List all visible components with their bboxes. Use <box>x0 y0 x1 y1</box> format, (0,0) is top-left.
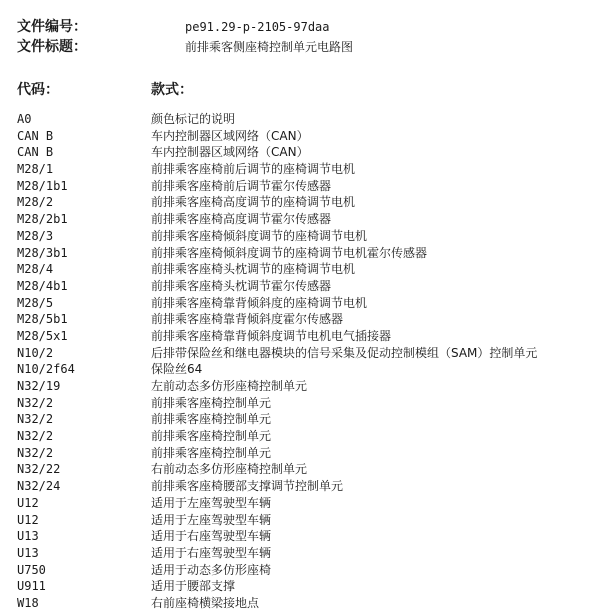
list-item <box>17 578 597 595</box>
item-description: 适用于动态多仿形座椅 <box>151 562 272 577</box>
item-code: M28/2 <box>17 195 54 210</box>
list-item <box>17 194 597 211</box>
item-description: 车内控制器区域网络（CAN） <box>151 128 309 143</box>
item-description: 后排带保险丝和继电器模块的信号采集及促动控制模组（SAM）控制单元 <box>151 345 538 360</box>
item-code: U750 <box>17 562 46 577</box>
item-code: CAN B <box>17 145 54 160</box>
description-column-header: 款式： <box>151 82 193 98</box>
item-code: N32/19 <box>17 379 61 393</box>
list-item <box>17 395 597 412</box>
doc-number-label: 文件编号： <box>17 19 87 35</box>
item-code: U13 <box>17 545 39 560</box>
item-code: N32/2 <box>17 429 54 444</box>
list-item <box>17 478 597 495</box>
item-code: N32/2 <box>17 412 54 427</box>
code-column-header: 代码： <box>17 82 59 98</box>
list-item <box>17 528 597 545</box>
item-code: N32/22 <box>17 462 61 477</box>
list-item <box>17 245 597 262</box>
list-item <box>17 345 597 362</box>
doc-title-value: 前排乘客侧座椅控制单元电路图 <box>185 40 354 54</box>
item-description: 前排乘客座椅前后调节霍尔传感器 <box>151 178 332 193</box>
item-description: 适用于左座驾驶型车辆 <box>151 495 272 510</box>
list-item <box>17 512 597 529</box>
item-code: M28/3b1 <box>17 245 68 260</box>
item-code: N32/2 <box>17 395 54 410</box>
list-item <box>17 562 597 579</box>
item-description: 适用于右座驾驶型车辆 <box>151 529 272 544</box>
item-code: M28/5 <box>17 295 54 310</box>
list-item <box>17 495 597 512</box>
item-description: 前排乘客座椅腰部支撑调节控制单元 <box>151 479 344 494</box>
list-item <box>17 144 597 161</box>
list-item <box>17 328 597 345</box>
item-code: U12 <box>17 512 39 527</box>
list-item <box>17 311 597 328</box>
item-code: N32/24 <box>17 479 61 494</box>
item-description: 左前动态多仿形座椅控制单元 <box>151 379 308 393</box>
item-code: M28/4b1 <box>17 278 68 293</box>
item-description: 前排乘客座椅靠背倾斜度霍尔传感器 <box>151 312 344 327</box>
item-description: 前排乘客座椅靠背倾斜度的座椅调节电机 <box>151 295 368 310</box>
list-item <box>17 128 597 145</box>
item-code: M28/5b1 <box>17 312 68 327</box>
item-description: 保险丝64 <box>151 362 203 377</box>
item-description: 车内控制器区域网络（CAN） <box>151 145 309 160</box>
item-code: U12 <box>17 495 39 510</box>
item-code: U911 <box>17 579 46 594</box>
item-description: 适用于右座驾驶型车辆 <box>151 545 272 560</box>
item-description: 前排乘客座椅控制单元 <box>151 445 272 460</box>
list-item <box>17 211 597 228</box>
item-description: 前排乘客座椅控制单元 <box>151 429 272 444</box>
list-item <box>17 428 597 445</box>
list-item <box>17 161 597 178</box>
item-code: M28/3 <box>17 228 54 243</box>
item-code: M28/4 <box>17 262 54 277</box>
item-code: M28/5x1 <box>17 328 68 343</box>
list-item <box>17 278 597 295</box>
list-item <box>17 178 597 195</box>
list-item <box>17 461 597 478</box>
list-item <box>17 411 597 428</box>
doc-title-label: 文件标题： <box>17 39 87 55</box>
item-code: M28/1b1 <box>17 178 68 193</box>
item-description: 右前动态多仿形座椅控制单元 <box>151 462 308 477</box>
list-item <box>17 295 597 312</box>
list-item <box>17 228 597 245</box>
item-code: N10/2f64 <box>17 362 75 377</box>
item-code: W18 <box>17 595 39 610</box>
column-headers <box>17 80 193 100</box>
doc-number-value: pe91.29-p-2105-97daa <box>185 20 330 34</box>
list-item <box>17 378 597 395</box>
item-description: 颜色标记的说明 <box>151 112 236 126</box>
item-code: CAN B <box>17 128 54 143</box>
item-description: 前排乘客座椅头枕调节霍尔传感器 <box>151 278 332 293</box>
legend-list <box>17 111 597 612</box>
list-item <box>17 545 597 562</box>
item-description: 前排乘客座椅倾斜度调节的座椅调节电机霍尔传感器 <box>151 245 428 260</box>
doc-title-row <box>17 37 353 57</box>
item-description: 适用于腰部支撑 <box>151 579 236 594</box>
item-description: 前排乘客座椅控制单元 <box>151 412 272 427</box>
item-description: 前排乘客座椅前后调节的座椅调节电机 <box>151 162 356 177</box>
item-description: 右前座椅横梁接地点 <box>151 595 260 610</box>
list-item <box>17 445 597 462</box>
item-code: M28/1 <box>17 162 54 177</box>
item-code: M28/2b1 <box>17 212 68 227</box>
item-code: A0 <box>17 112 32 126</box>
item-description: 适用于左座驾驶型车辆 <box>151 512 272 527</box>
list-item <box>17 261 597 278</box>
document-header <box>17 17 353 57</box>
list-item <box>17 361 597 378</box>
item-description: 前排乘客座椅头枕调节的座椅调节电机 <box>151 262 356 277</box>
list-item <box>17 111 597 128</box>
item-code: N10/2 <box>17 345 54 360</box>
item-code: N32/2 <box>17 445 54 460</box>
item-description: 前排乘客座椅靠背倾斜度调节电机电气插接器 <box>151 328 392 343</box>
doc-number-row <box>17 17 353 37</box>
list-item <box>17 595 597 612</box>
item-description: 前排乘客座椅高度调节霍尔传感器 <box>151 212 332 227</box>
item-code: U13 <box>17 529 39 544</box>
item-description: 前排乘客座椅高度调节的座椅调节电机 <box>151 195 356 210</box>
item-description: 前排乘客座椅倾斜度调节的座椅调节电机 <box>151 228 368 243</box>
item-description: 前排乘客座椅控制单元 <box>151 395 272 410</box>
